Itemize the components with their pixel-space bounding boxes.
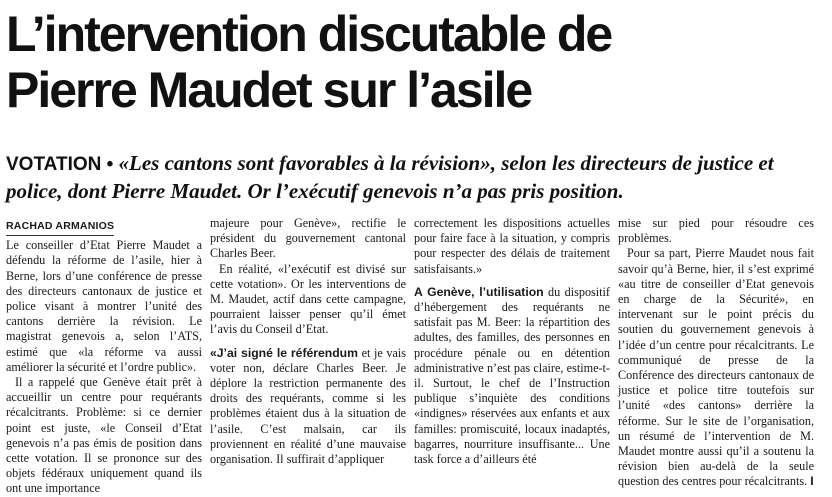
standfirst-text: «Les cantons sont favorables à la révision», selon les directeurs de justice et police, dont Pierre Maudet. Or l’exécutif genevois n’a pas pris position. (6, 151, 774, 203)
column-2 (210, 216, 406, 467)
col4-paragraph-1: mise sur pied pour résoudre ces problèmes. (618, 216, 814, 246)
headline-line-2: Pierre Maudet sur l’asile (6, 62, 532, 118)
col2-paragraph-1: majeure pour Genève», rectifie le président du gouvernement cantonal Charles Beer. (210, 216, 406, 261)
col1-paragraph-1: Le conseiller d’Etat Pierre Maudet a défendu la réforme de l’asile, hier à Berne, lors d’une conférence de presse des directeurs cantonaux de justice et police visant à montrer l’unité des cantons derrière la révision. Le magistrat genevois a, selon l’ATS, estimé que «la réforme va aussi améliorer la sécurité et l’ordre public». (6, 238, 202, 374)
col3-paragraph-2 (414, 285, 610, 467)
col2-paragraph-2: En réalité, «l’exécutif est divisé sur cette votation». Or les interventions de M. Maudet, actif dans cette campagne, pourraient laisser penser qu’il émet l’avis du Conseil d’Etat. (210, 261, 406, 337)
col4-paragraph-2 (618, 246, 814, 489)
col3-paragraph-2-text: du dispositif d’hébergement des requérants ne satisfait pas M. Beer: la répartition des adultes, des familles, des personnes en procédure pénale ou en détention administrative n’est pas claire, estime-t-il. Surtout, le chef de l’Instruction publique s’inquiète des conditions «indignes» réservées aux enfants et aux familles: promiscuité, locaux inadaptés, bagarres, nourriture insuffisante... Une task force a d’ailleurs été (414, 284, 610, 467)
col1-paragraph-2: Il a rappelé que Genève était prêt à accueillir un centre pour requérants récalcitrants. Problème: si ce dernier point est juste, «le Conseil d’Etat genevois n’a pas émis de position dans cette votation. Il se prononce sur des objets fédéraux uniquement quand ils ont une importance (6, 375, 202, 496)
byline: RACHAD ARMANIOS (6, 219, 114, 236)
column-3 (414, 216, 610, 467)
standfirst (6, 150, 821, 204)
col4-paragraph-2-text: Pour sa part, Pierre Maudet nous fait savoir qu’à Berne, hier, il s’est exprimé «au titre de conseiller d’Etat genevois en charge de la Sécurité», en intervenant sur le point précis du soutien du gouvernement genevois à l’idée d’un centre pour récalcitrants. Le communiqué de presse de la Conférence des directeurs cantonaux de justice et police titre toutefois sur l’unité «des cantons» derrière la réforme. Sur le site de l’organisation, un résumé de l’intervention de M. Maudet montre aussi qu’il a soutenu la révision bien au-delà de la seule question des centres pour récalcitrants. (618, 246, 814, 489)
col2-paragraph-3 (210, 346, 406, 468)
column-1 (6, 218, 202, 497)
headline-line-1: L’intervention discutable de (6, 6, 612, 62)
col2-lead-in: «J’ai signé le référendum (210, 345, 358, 360)
end-mark: I (810, 474, 814, 489)
headline (6, 6, 826, 118)
col3-paragraph-1: correctement les dispositions actuelles pour faire face à la situation, y compris pour respecter des délais de traitement satisfaisants.» (414, 216, 610, 276)
column-4 (618, 216, 814, 490)
col2-paragraph-3-text: et je vais voter non, déclare Charles Beer. Je déplore la restriction permanente des droits des requérants, comme si les problèmes étaient dus à la situation de l’asile. C’est malsain, car ils proviennent en réalité d’une mauvaise organisation. Il suffirait d’appliquer (210, 345, 406, 467)
col3-lead-in: A Genève, l’utilisation (414, 284, 544, 299)
standfirst-kicker: VOTATION • (6, 154, 114, 175)
